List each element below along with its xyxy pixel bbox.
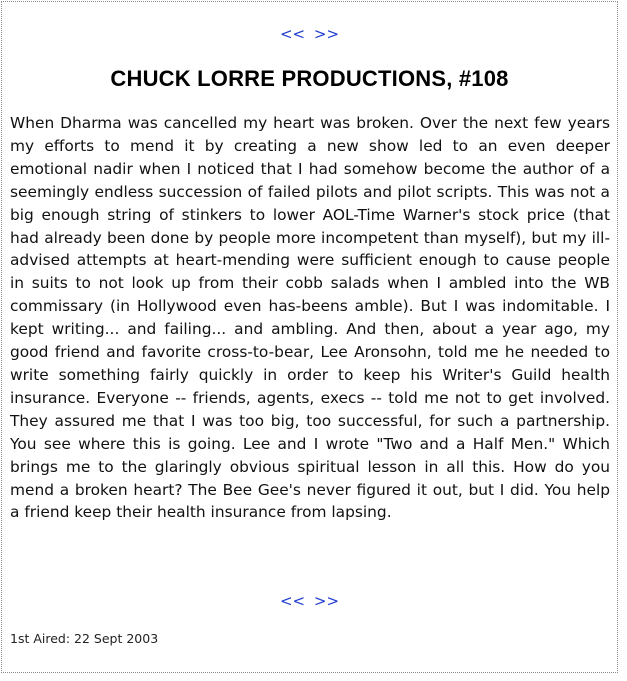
next-link[interactable]: >>	[313, 25, 340, 43]
card-frame	[1, 1, 618, 673]
air-date: 1st Aired: 22 Sept 2003	[10, 631, 159, 646]
card-body-text: When Dharma was cancelled my heart was broken. Over the next few years my efforts to mend it by creating a new show led to an even deeper emotional nadir when I noticed that I had somehow become the author of a seemingly endless succession of failed pilots and pilot scripts. This was not a big enough string of stinkers to lower AOL-Time Warner's stock price (that had already been done by people more incompetent than myself), but my ill-advised attempts at heart-mending were sufficient enough to cause people in suits to not look up from their cobb salads when I ambled into the WB commissary (in Hollywood even has-beens amble). But I was indomitable. I kept writing... and failing... and ambling. And then, about a year ago, my good friend and favorite cross-to-bear, Lee Aronsohn, told me he needed to write something fairly quickly in order to keep his Writer's Guild health insurance. Everyone -- friends, agents, execs -- told me not to get involved. They assured me that I was too big, too successful, for such a partnership. You see where this is going. Lee and I wrote "Two and a Half Men." Which brings me to the glaringly obvious spiritual lesson in all this. How do you mend a broken heart? The Bee Gee's never figured it out, but I did. You help a friend keep their health insurance from lapsing.	[10, 114, 610, 522]
prev-link[interactable]: <<	[279, 25, 306, 43]
prev-link[interactable]: <<	[279, 592, 306, 610]
top-navigation	[2, 25, 617, 43]
next-link[interactable]: >>	[313, 592, 340, 610]
bottom-navigation	[2, 592, 617, 610]
card-title: CHUCK LORRE PRODUCTIONS, #108	[110, 66, 509, 91]
